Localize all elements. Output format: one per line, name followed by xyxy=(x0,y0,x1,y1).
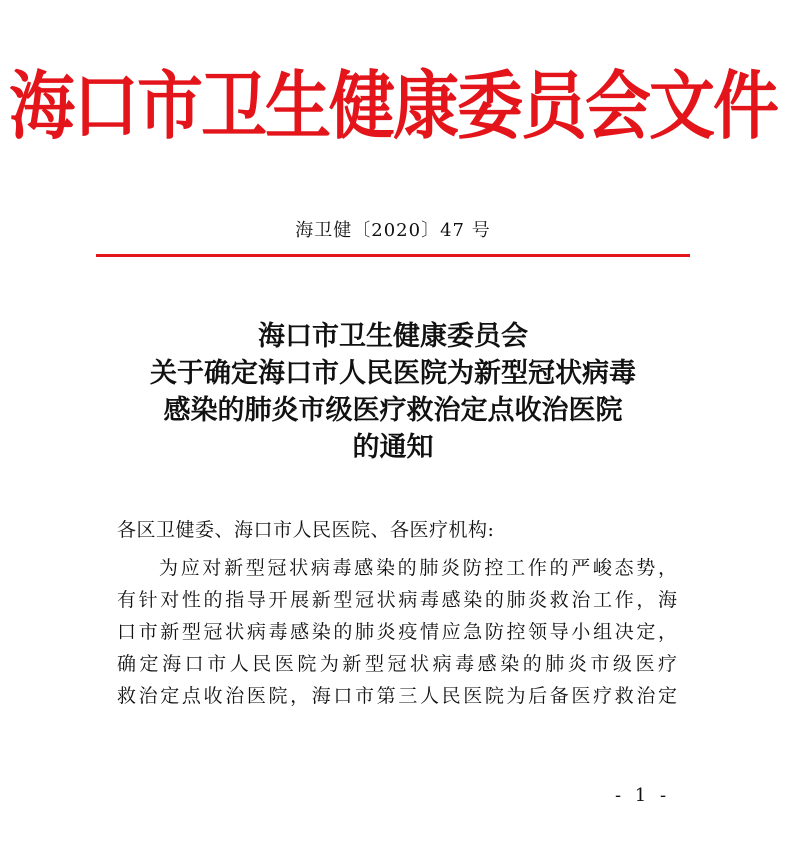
body-line: 口市新型冠状病毒感染的肺炎疫情应急防控领导小组决定， xyxy=(117,621,677,643)
title-line: 关于确定海口市人民医院为新型冠状病毒 xyxy=(150,358,636,389)
title-line: 感染的肺炎市级医疗救治定点收治医院 xyxy=(163,395,623,426)
page-number: - 1 - xyxy=(615,785,671,806)
document-number: 海卫健〔2020〕47 号 xyxy=(295,220,491,241)
masthead-title: 海口市卫生健康委员会文件 xyxy=(9,63,777,150)
body-line: 确定海口市人民医院为新型冠状病毒感染的肺炎市级医疗 xyxy=(117,653,677,675)
body-line: 有针对性的指导开展新型冠状病毒感染的肺炎救治工作，海 xyxy=(117,589,677,611)
red-divider-line xyxy=(96,254,690,257)
body-line: 救治定点收治医院，海口市第三人民医院为后备医疗救治定 xyxy=(117,685,677,707)
body-line: 为应对新型冠状病毒感染的肺炎防控工作的严峻态势， xyxy=(159,557,677,579)
salutation: 各区卫健委、海口市人民医院、各医疗机构: xyxy=(117,519,495,541)
title-line: 海口市卫生健康委员会 xyxy=(258,321,528,352)
title-line: 的通知 xyxy=(352,432,434,463)
notice-title xyxy=(60,318,726,466)
body-text xyxy=(117,552,677,712)
